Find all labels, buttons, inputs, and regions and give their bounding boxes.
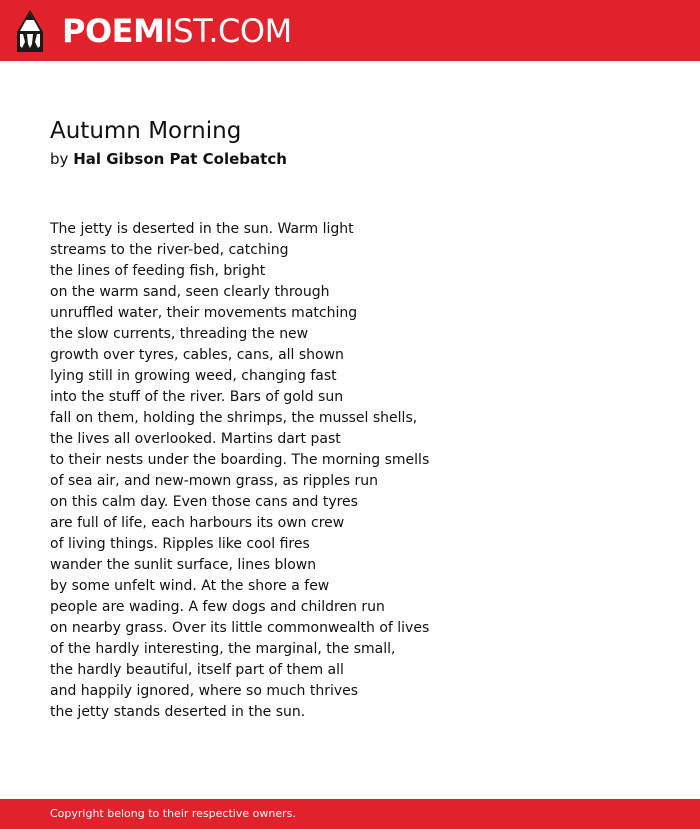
poem-line: on nearby grass. Over its little commonwealth of lives: [50, 620, 430, 636]
poem-line: into the stuff of the river. Bars of gold sun: [50, 389, 344, 405]
logo-bold-text: POEM: [62, 12, 165, 50]
poem-line: fall on them, holding the shrimps, the mussel shells,: [50, 410, 418, 426]
poem-line: the lines of feeding fish, bright: [50, 263, 266, 279]
poem-line: to their nests under the boarding. The morning smells: [50, 452, 430, 468]
site-footer: [0, 799, 700, 829]
poem-line: lying still in growing weed, changing fast: [50, 368, 337, 384]
by-label: by: [50, 150, 69, 168]
pencil-icon[interactable]: [17, 10, 43, 52]
poem-title: Autumn Morning: [50, 118, 242, 144]
poem-author: Hal Gibson Pat Colebatch: [73, 150, 287, 168]
poem-byline: [50, 148, 287, 170]
poem-line: on the warm sand, seen clearly through: [50, 284, 330, 300]
poem-line: the hardly beautiful, itself part of them all: [50, 662, 344, 678]
poem-line: The jetty is deserted in the sun. Warm light: [50, 221, 354, 237]
poem-line: of sea air, and new-mown grass, as ripples run: [50, 473, 378, 489]
poem-line: the jetty stands deserted in the sun.: [50, 704, 306, 720]
poem-line: unruffled water, their movements matching: [50, 305, 358, 321]
poem-line: of living things. Ripples like cool fires: [50, 536, 310, 552]
site-logo[interactable]: [62, 11, 292, 51]
poem-line: the lives all overlooked. Martins dart past: [50, 431, 341, 447]
poem-line: are full of life, each harbours its own crew: [50, 515, 345, 531]
poem-line: people are wading. A few dogs and children run: [50, 599, 385, 615]
site-header: [0, 0, 700, 61]
poem-body: [50, 219, 429, 723]
poem-line: of the hardly interesting, the marginal, the small,: [50, 641, 396, 657]
poem-line: the slow currents, threading the new: [50, 326, 309, 342]
poem-line: on this calm day. Even those cans and tyres: [50, 494, 358, 510]
poem-line: and happily ignored, where so much thrives: [50, 683, 359, 699]
logo-light-text: IST.COM: [164, 12, 292, 50]
poem-line: streams to the river-bed, catching: [50, 242, 289, 258]
copyright-text: Copyright belong to their respective owners.: [50, 807, 296, 820]
poem-line: wander the sunlit surface, lines blown: [50, 557, 317, 573]
poem-line: by some unfelt wind. At the shore a few: [50, 578, 330, 594]
poem-line: growth over tyres, cables, cans, all shown: [50, 347, 344, 363]
